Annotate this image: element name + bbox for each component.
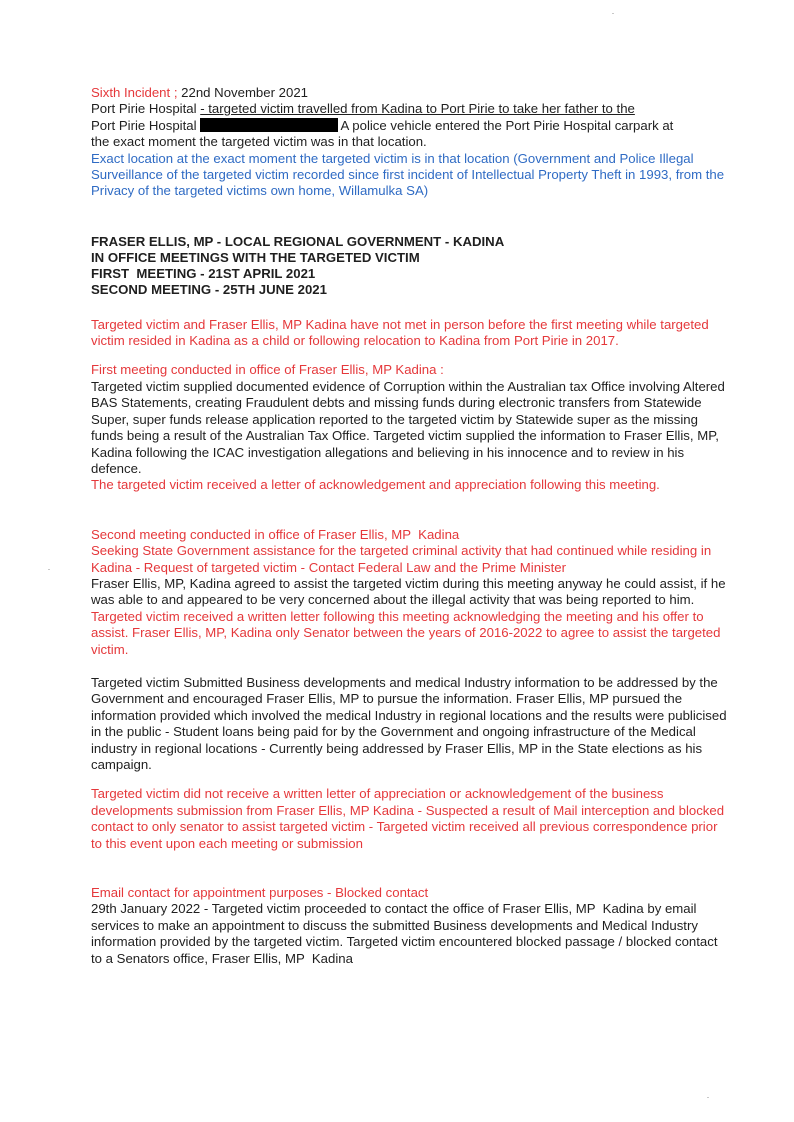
business-outcome: Targeted victim did not receive a written letter of appreciation or acknowledgement of the business developments submission from Fraser Ellis, MP Kadina - Suspected a result of Mail interception and blocked contact to only senator to assist targeted victim - Targeted victim received all previous correspondence prior to this event upon each meeting or submission bbox=[91, 786, 725, 851]
incident-line-3: the exact moment the targeted victim was in that location. bbox=[91, 134, 427, 150]
first-meeting-outcome: The targeted victim received a letter of acknowledgement and appreciation following this meeting. bbox=[91, 477, 660, 493]
email-contact-title: Email contact for appointment purposes - Blocked contact bbox=[91, 885, 429, 901]
first-meeting-title: First meeting conducted in office of Fraser Ellis, MP Kadina : bbox=[91, 362, 444, 378]
incident-label: Sixth Incident ; bbox=[91, 85, 178, 100]
intro-paragraph: Targeted victim and Fraser Ellis, MP Kadina have not met in person before the first meeting while targeted victim resided in Kadina as a child or following relocation to Kadina from Port Pirie in 2017. bbox=[91, 316, 709, 349]
business-body: Targeted victim Submitted Business developments and medical Industry information to be addressed by the Government and encouraged Fraser Ellis, MP to pursue the information. Fraser Ellis, MP pursued the information provided which involved the medical Industry in regional locations and the results were publicised in the public - Student loans being paid for by the Government and ongoing infrastructure of the Medical industry in regional locations - Currently being addressed by Fraser Ellis, MP in the State elections as his campaign. bbox=[91, 674, 727, 772]
first-meeting-body: Targeted victim supplied documented evidence of Corruption within the Australian tax Office involving Altered BAS Statements, creating Fraudulent debts and missing funds during electronic transfers from Statewide Super, super funds release application reported to the targeted victim by Statewide super as the missing funds being a result of the Australian Tax Office. Targeted victim supplied the information to Fraser Ellis, MP, Kadina following the ICAC investigation allegations and believing in his innocence and to review in his defence. bbox=[91, 378, 725, 476]
incident-date: 22nd November 2021 bbox=[177, 85, 308, 100]
incident-line-1 bbox=[91, 101, 731, 117]
email-contact-section bbox=[91, 885, 731, 967]
redaction-block bbox=[200, 118, 338, 132]
sixth-incident-heading bbox=[91, 85, 731, 101]
second-meeting-title: Second meeting conducted in office of Fraser Ellis, MP Kadina bbox=[91, 526, 460, 542]
scan-speck bbox=[612, 13, 614, 14]
heading-line-3: FIRST MEETING - 21ST APRIL 2021 bbox=[91, 266, 316, 282]
scan-speck bbox=[707, 1097, 709, 1098]
incident-line-2 bbox=[91, 118, 731, 134]
sixth-incident-section bbox=[91, 85, 731, 200]
hospital-text-2: Port Pirie Hospital bbox=[91, 117, 197, 133]
heading-line-1: FRASER ELLIS, MP - LOCAL REGIONAL GOVERNMENT - KADINA bbox=[91, 233, 505, 249]
scan-speck bbox=[48, 569, 50, 570]
section-heading bbox=[91, 234, 731, 299]
second-meeting-outcome: Targeted victim received a written letter following this meeting acknowledging the meeting and his offer to assist. Fraser Ellis, MP, Kadina only Senator between the years of 2016-2022 to agree to assist the targeted victim. bbox=[91, 608, 721, 657]
travel-text: - targeted victim travelled from Kadina to Port Pirie to take her father to the bbox=[200, 101, 635, 117]
business-section bbox=[91, 675, 731, 852]
second-meeting-section bbox=[91, 527, 731, 658]
hospital-text: Port Pirie Hospital bbox=[91, 101, 201, 117]
email-contact-body: 29th January 2022 - Targeted victim proceeded to contact the office of Fraser Ellis, MP Kadina by email services to make an appointment to discuss the submitted Business developments and Medical Industry information provided by the targeted victim. Targeted victim encountered blocked passage / blocked contact to a Senators office, Fraser Ellis, MP Kadina bbox=[91, 901, 722, 966]
police-text: A police vehicle entered the Port Pirie Hospital carpark at bbox=[340, 117, 674, 133]
first-meeting-section bbox=[91, 362, 731, 493]
surveillance-note: Exact location at the exact moment the targeted victim is in that location (Government and Police Illegal Surveillance of the targeted victim recorded since first incident of Intellectual Property Theft in 1993, from the Privacy of the targeted victims own home, Willamulka SA) bbox=[91, 150, 725, 199]
heading-line-4: SECOND MEETING - 25TH JUNE 2021 bbox=[91, 282, 327, 298]
second-meeting-body: Fraser Ellis, MP, Kadina agreed to assist the targeted victim during this meeting anyway he could assist, if he was able to and appeared to be very concerned about the illegal activity that was being reported to him. bbox=[91, 575, 726, 608]
second-meeting-request: Seeking State Government assistance for the targeted criminal activity that had continued while residing in Kadina - Request of targeted victim - Contact Federal Law and the Prime Minister bbox=[91, 543, 712, 575]
document-page bbox=[91, 85, 731, 967]
heading-line-2: IN OFFICE MEETINGS WITH THE TARGETED VICTIM bbox=[91, 250, 420, 266]
